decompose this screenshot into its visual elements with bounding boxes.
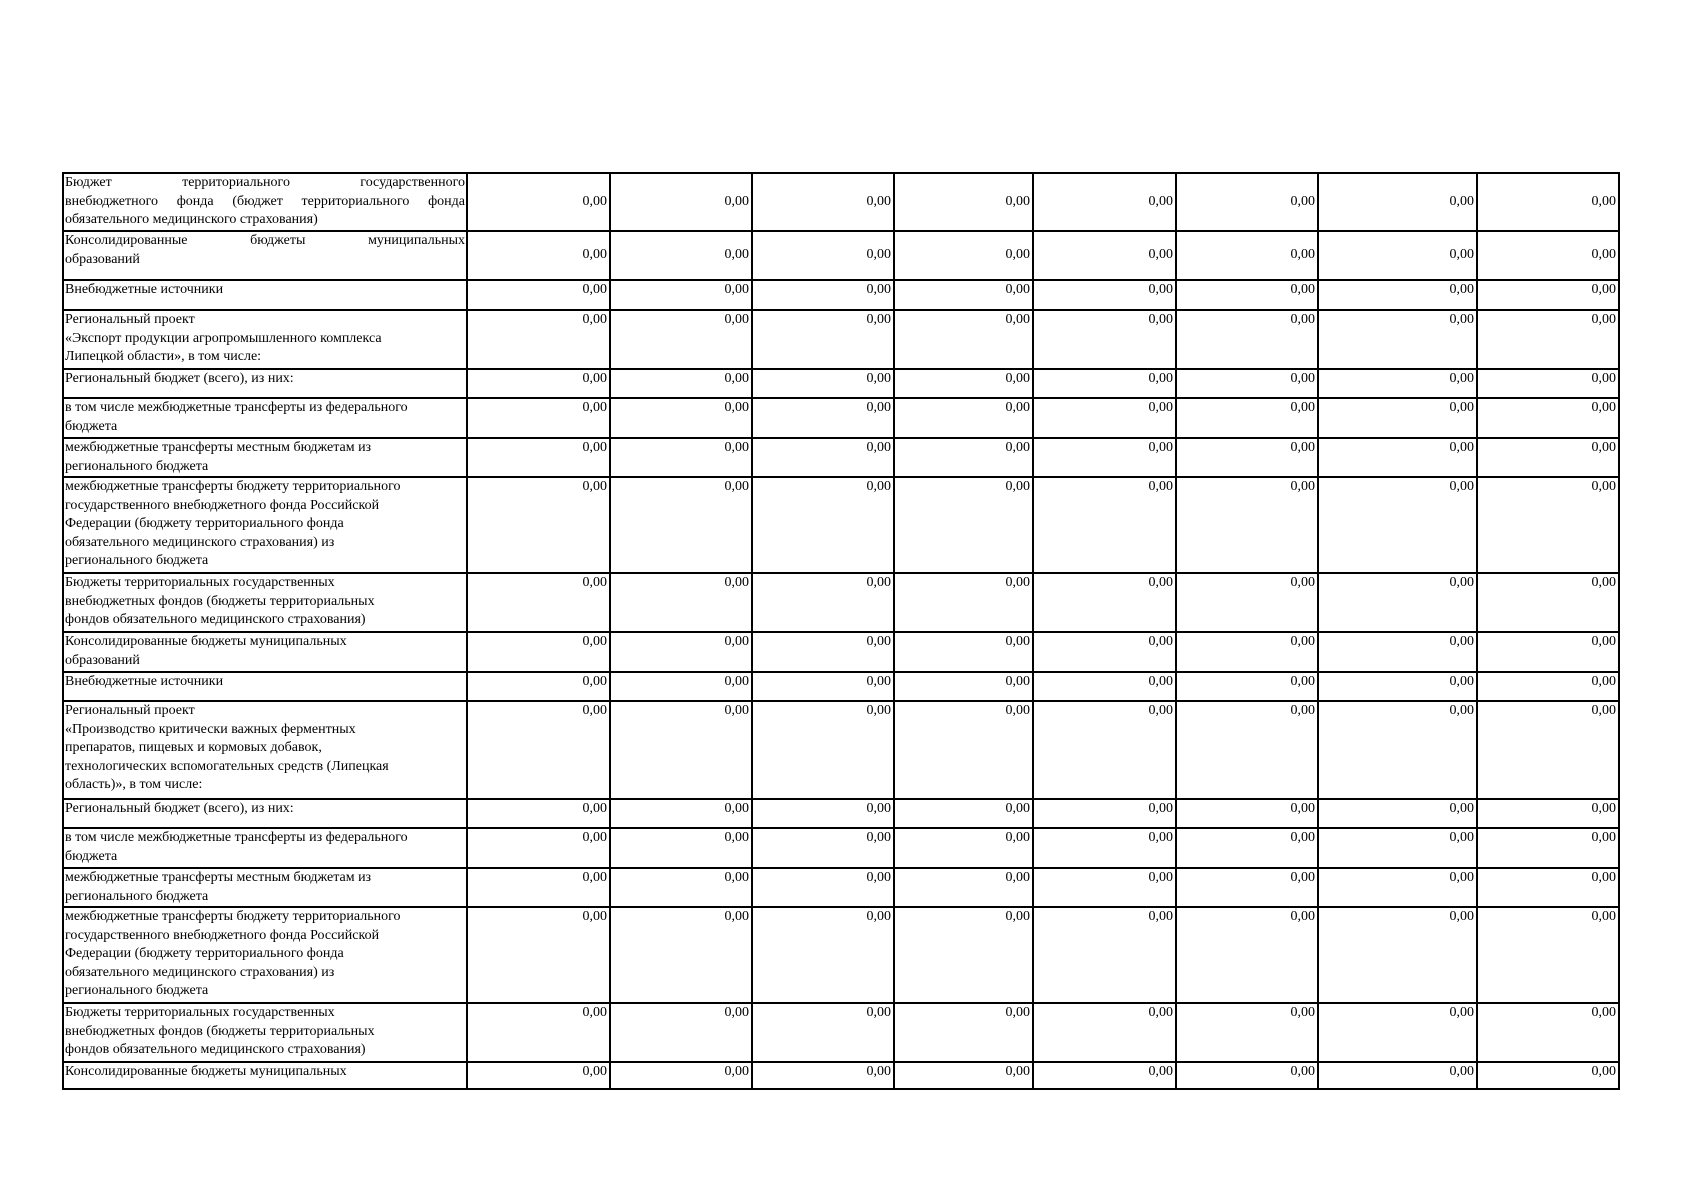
row-label-line: межбюджетные трансферты местным бюджетам из <box>65 870 372 885</box>
value-cell: 0,00 <box>610 632 752 672</box>
value-cell: 0,00 <box>467 573 610 632</box>
value-cell: 0,00 <box>894 310 1033 369</box>
value-cell: 0,00 <box>894 1062 1033 1089</box>
value-cell: 0,00 <box>894 231 1033 280</box>
value-cell: 0,00 <box>1477 868 1619 907</box>
table-row <box>63 231 1619 280</box>
table-row <box>63 573 1619 632</box>
value-cell: 0,00 <box>894 672 1033 701</box>
value-cell: 0,00 <box>752 231 894 280</box>
value-cell: 0,00 <box>1477 310 1619 369</box>
table-row <box>63 907 1619 1003</box>
value-cell: 0,00 <box>1176 828 1318 868</box>
row-label-line: бюджета <box>65 848 118 864</box>
value-cell: 0,00 <box>610 1003 752 1062</box>
value-cell: 0,00 <box>1033 173 1176 231</box>
value-cell: 0,00 <box>1176 1003 1318 1062</box>
table-row <box>63 173 1619 231</box>
row-label-line: в том числе межбюджетные трансферты из федерального <box>65 830 408 845</box>
row-label-line: образований <box>65 652 140 668</box>
row-label <box>63 280 467 310</box>
value-cell: 0,00 <box>1318 438 1477 477</box>
value-cell: 0,00 <box>610 672 752 701</box>
row-label-line: межбюджетные трансферты местным бюджетам из <box>65 440 372 455</box>
table-row <box>63 398 1619 438</box>
row-label-line: межбюджетные трансферты бюджету территориального <box>65 479 401 494</box>
value-cell: 0,00 <box>610 799 752 828</box>
value-cell: 0,00 <box>467 398 610 438</box>
value-cell: 0,00 <box>1033 799 1176 828</box>
value-cell: 0,00 <box>1477 477 1619 573</box>
value-cell: 0,00 <box>1033 231 1176 280</box>
value-cell: 0,00 <box>1318 310 1477 369</box>
value-cell: 0,00 <box>467 173 610 231</box>
value-cell: 0,00 <box>610 868 752 907</box>
row-label-line: область)», в том числе: <box>65 777 203 792</box>
row-label <box>63 310 467 369</box>
value-cell: 0,00 <box>752 672 894 701</box>
row-label-line: Бюджеты территориальных государственных <box>65 1005 335 1020</box>
value-cell: 0,00 <box>1318 1062 1477 1089</box>
value-cell: 0,00 <box>610 701 752 799</box>
row-label-line: фондов обязательного медицинского страхования) <box>65 1042 366 1057</box>
value-cell: 0,00 <box>1477 907 1619 1003</box>
value-cell: 0,00 <box>1176 907 1318 1003</box>
row-label-line: государственного внебюджетного фонда Российской <box>65 497 380 513</box>
value-cell: 0,00 <box>1318 799 1477 828</box>
value-cell: 0,00 <box>610 280 752 310</box>
value-cell: 0,00 <box>1033 477 1176 573</box>
value-cell: 0,00 <box>1176 477 1318 573</box>
value-cell: 0,00 <box>1033 907 1176 1003</box>
value-cell: 0,00 <box>610 231 752 280</box>
row-label-line: технологических вспомогательных средств (Липецкая <box>65 758 389 774</box>
row-label-line: обязательного медицинского страхования) из <box>65 534 335 550</box>
row-label-line: Региональный проект <box>65 703 195 718</box>
row-label-line: «Производство критически важных ферментных <box>65 721 356 737</box>
row-label-line: «Экспорт продукции агропромышленного комплекса <box>65 330 382 346</box>
value-cell: 0,00 <box>1033 632 1176 672</box>
value-cell: 0,00 <box>894 573 1033 632</box>
value-cell: 0,00 <box>752 868 894 907</box>
value-cell: 0,00 <box>1477 438 1619 477</box>
row-label-line: внебюджетного фонда (бюджет территориального фонда <box>65 193 465 209</box>
row-label-line: Внебюджетные источники <box>65 282 224 297</box>
value-cell: 0,00 <box>1033 1003 1176 1062</box>
value-cell: 0,00 <box>610 477 752 573</box>
row-label-line: обязательного медицинского страхования) из <box>65 964 335 980</box>
value-cell: 0,00 <box>1033 398 1176 438</box>
value-cell: 0,00 <box>467 438 610 477</box>
value-cell: 0,00 <box>467 1062 610 1089</box>
row-label-line: бюджета <box>65 418 118 434</box>
value-cell: 0,00 <box>1176 231 1318 280</box>
value-cell: 0,00 <box>894 369 1033 398</box>
row-label-line: обязательного медицинского страхования) <box>65 212 318 227</box>
value-cell: 0,00 <box>1176 310 1318 369</box>
value-cell: 0,00 <box>1033 701 1176 799</box>
table-row <box>63 868 1619 907</box>
row-label-line: регионального бюджета <box>65 458 209 474</box>
value-cell: 0,00 <box>1477 573 1619 632</box>
table-row <box>63 280 1619 310</box>
row-label <box>63 231 467 280</box>
value-cell: 0,00 <box>1318 701 1477 799</box>
value-cell: 0,00 <box>894 828 1033 868</box>
value-cell: 0,00 <box>1176 672 1318 701</box>
value-cell: 0,00 <box>1318 672 1477 701</box>
row-label <box>63 477 467 573</box>
row-label <box>63 799 467 828</box>
value-cell: 0,00 <box>1477 1003 1619 1062</box>
value-cell: 0,00 <box>894 280 1033 310</box>
value-cell: 0,00 <box>610 398 752 438</box>
value-cell: 0,00 <box>1477 701 1619 799</box>
row-label-line: препаратов, пищевых и кормовых добавок, <box>65 740 322 755</box>
value-cell: 0,00 <box>752 632 894 672</box>
value-cell: 0,00 <box>467 310 610 369</box>
value-cell: 0,00 <box>467 868 610 907</box>
value-cell: 0,00 <box>752 310 894 369</box>
value-cell: 0,00 <box>1176 573 1318 632</box>
value-cell: 0,00 <box>1477 369 1619 398</box>
value-cell: 0,00 <box>752 573 894 632</box>
table-row <box>63 1003 1619 1062</box>
row-label <box>63 1003 467 1062</box>
row-label <box>63 907 467 1003</box>
table-row <box>63 828 1619 868</box>
value-cell: 0,00 <box>1033 828 1176 868</box>
row-label-line: Региональный бюджет (всего), из них: <box>65 801 294 816</box>
value-cell: 0,00 <box>752 907 894 1003</box>
row-label-line: в том числе межбюджетные трансферты из федерального <box>65 400 408 415</box>
value-cell: 0,00 <box>1477 173 1619 231</box>
budget-table <box>62 172 1620 1090</box>
value-cell: 0,00 <box>1318 573 1477 632</box>
value-cell: 0,00 <box>1176 701 1318 799</box>
value-cell: 0,00 <box>1477 828 1619 868</box>
row-label <box>63 828 467 868</box>
table-row <box>63 1062 1619 1089</box>
value-cell: 0,00 <box>894 701 1033 799</box>
value-cell: 0,00 <box>1477 632 1619 672</box>
table-body <box>63 173 1619 1089</box>
value-cell: 0,00 <box>1318 868 1477 907</box>
row-label-line: Внебюджетные источники <box>65 674 224 689</box>
value-cell: 0,00 <box>610 173 752 231</box>
table-row <box>63 799 1619 828</box>
row-label-line: Федерации (бюджету территориального фонда <box>65 516 344 531</box>
row-label <box>63 398 467 438</box>
value-cell: 0,00 <box>752 828 894 868</box>
value-cell: 0,00 <box>467 701 610 799</box>
value-cell: 0,00 <box>1176 632 1318 672</box>
value-cell: 0,00 <box>467 632 610 672</box>
value-cell: 0,00 <box>752 1003 894 1062</box>
value-cell: 0,00 <box>1318 477 1477 573</box>
value-cell: 0,00 <box>1318 231 1477 280</box>
value-cell: 0,00 <box>752 701 894 799</box>
value-cell: 0,00 <box>894 868 1033 907</box>
value-cell: 0,00 <box>1318 1003 1477 1062</box>
value-cell: 0,00 <box>610 369 752 398</box>
value-cell: 0,00 <box>1477 231 1619 280</box>
row-label-line: Консолидированные бюджеты муниципальных <box>65 233 465 248</box>
value-cell: 0,00 <box>1033 868 1176 907</box>
value-cell: 0,00 <box>1477 280 1619 310</box>
value-cell: 0,00 <box>1176 799 1318 828</box>
table-row <box>63 310 1619 369</box>
value-cell: 0,00 <box>752 799 894 828</box>
value-cell: 0,00 <box>1176 438 1318 477</box>
value-cell: 0,00 <box>752 369 894 398</box>
row-label-line: государственного внебюджетного фонда Российской <box>65 927 380 943</box>
value-cell: 0,00 <box>1176 868 1318 907</box>
value-cell: 0,00 <box>1033 369 1176 398</box>
value-cell: 0,00 <box>1318 173 1477 231</box>
value-cell: 0,00 <box>1176 173 1318 231</box>
value-cell: 0,00 <box>1318 828 1477 868</box>
row-label <box>63 438 467 477</box>
row-label-line: регионального бюджета <box>65 553 209 568</box>
value-cell: 0,00 <box>894 632 1033 672</box>
value-cell: 0,00 <box>467 828 610 868</box>
value-cell: 0,00 <box>1033 573 1176 632</box>
value-cell: 0,00 <box>1477 672 1619 701</box>
value-cell: 0,00 <box>1033 310 1176 369</box>
value-cell: 0,00 <box>467 672 610 701</box>
row-label <box>63 573 467 632</box>
value-cell: 0,00 <box>467 477 610 573</box>
value-cell: 0,00 <box>1176 280 1318 310</box>
row-label <box>63 701 467 799</box>
value-cell: 0,00 <box>1318 632 1477 672</box>
row-label-line: Консолидированные бюджеты муниципальных <box>65 1064 347 1079</box>
value-cell: 0,00 <box>894 799 1033 828</box>
value-cell: 0,00 <box>894 398 1033 438</box>
value-cell: 0,00 <box>752 398 894 438</box>
row-label-line: внебюджетных фондов (бюджеты территориальных <box>65 1023 375 1039</box>
value-cell: 0,00 <box>1318 280 1477 310</box>
row-label-line: Региональный проект <box>65 312 195 327</box>
row-label <box>63 672 467 701</box>
value-cell: 0,00 <box>1033 672 1176 701</box>
table-row <box>63 701 1619 799</box>
row-label-line: регионального бюджета <box>65 983 209 998</box>
value-cell: 0,00 <box>752 173 894 231</box>
value-cell: 0,00 <box>1318 907 1477 1003</box>
table-row <box>63 477 1619 573</box>
value-cell: 0,00 <box>1318 369 1477 398</box>
value-cell: 0,00 <box>1176 1062 1318 1089</box>
value-cell: 0,00 <box>467 907 610 1003</box>
value-cell: 0,00 <box>1477 1062 1619 1089</box>
table-row <box>63 632 1619 672</box>
table-row <box>63 369 1619 398</box>
value-cell: 0,00 <box>610 310 752 369</box>
row-label-line: межбюджетные трансферты бюджету территориального <box>65 909 401 924</box>
row-label-line: Липецкой области», в том числе: <box>65 349 262 364</box>
value-cell: 0,00 <box>752 438 894 477</box>
value-cell: 0,00 <box>467 799 610 828</box>
value-cell: 0,00 <box>610 828 752 868</box>
value-cell: 0,00 <box>894 438 1033 477</box>
row-label-line: фондов обязательного медицинского страхования) <box>65 612 366 627</box>
value-cell: 0,00 <box>1176 369 1318 398</box>
value-cell: 0,00 <box>467 280 610 310</box>
table-row <box>63 438 1619 477</box>
value-cell: 0,00 <box>752 477 894 573</box>
value-cell: 0,00 <box>467 231 610 280</box>
row-label <box>63 369 467 398</box>
value-cell: 0,00 <box>610 438 752 477</box>
value-cell: 0,00 <box>1176 398 1318 438</box>
row-label-line: Федерации (бюджету территориального фонда <box>65 946 344 961</box>
row-label-line: Консолидированные бюджеты муниципальных <box>65 634 347 649</box>
value-cell: 0,00 <box>610 1062 752 1089</box>
row-label-line: Бюджеты территориальных государственных <box>65 575 335 590</box>
value-cell: 0,00 <box>752 1062 894 1089</box>
row-label-line: Региональный бюджет (всего), из них: <box>65 371 294 386</box>
table-row <box>63 672 1619 701</box>
value-cell: 0,00 <box>894 907 1033 1003</box>
row-label-line: регионального бюджета <box>65 888 209 904</box>
row-label-line: образований <box>65 251 140 267</box>
value-cell: 0,00 <box>894 173 1033 231</box>
row-label-line: внебюджетных фондов (бюджеты территориальных <box>65 593 375 609</box>
value-cell: 0,00 <box>1033 280 1176 310</box>
value-cell: 0,00 <box>610 907 752 1003</box>
value-cell: 0,00 <box>1033 1062 1176 1089</box>
row-label-line: Бюджет территориального государственного <box>65 175 465 190</box>
value-cell: 0,00 <box>894 1003 1033 1062</box>
row-label <box>63 173 467 231</box>
row-label <box>63 1062 467 1089</box>
value-cell: 0,00 <box>1477 799 1619 828</box>
value-cell: 0,00 <box>610 573 752 632</box>
value-cell: 0,00 <box>467 1003 610 1062</box>
value-cell: 0,00 <box>467 369 610 398</box>
value-cell: 0,00 <box>1318 398 1477 438</box>
value-cell: 0,00 <box>1033 438 1176 477</box>
value-cell: 0,00 <box>894 477 1033 573</box>
row-label <box>63 868 467 907</box>
value-cell: 0,00 <box>1477 398 1619 438</box>
row-label <box>63 632 467 672</box>
value-cell: 0,00 <box>752 280 894 310</box>
